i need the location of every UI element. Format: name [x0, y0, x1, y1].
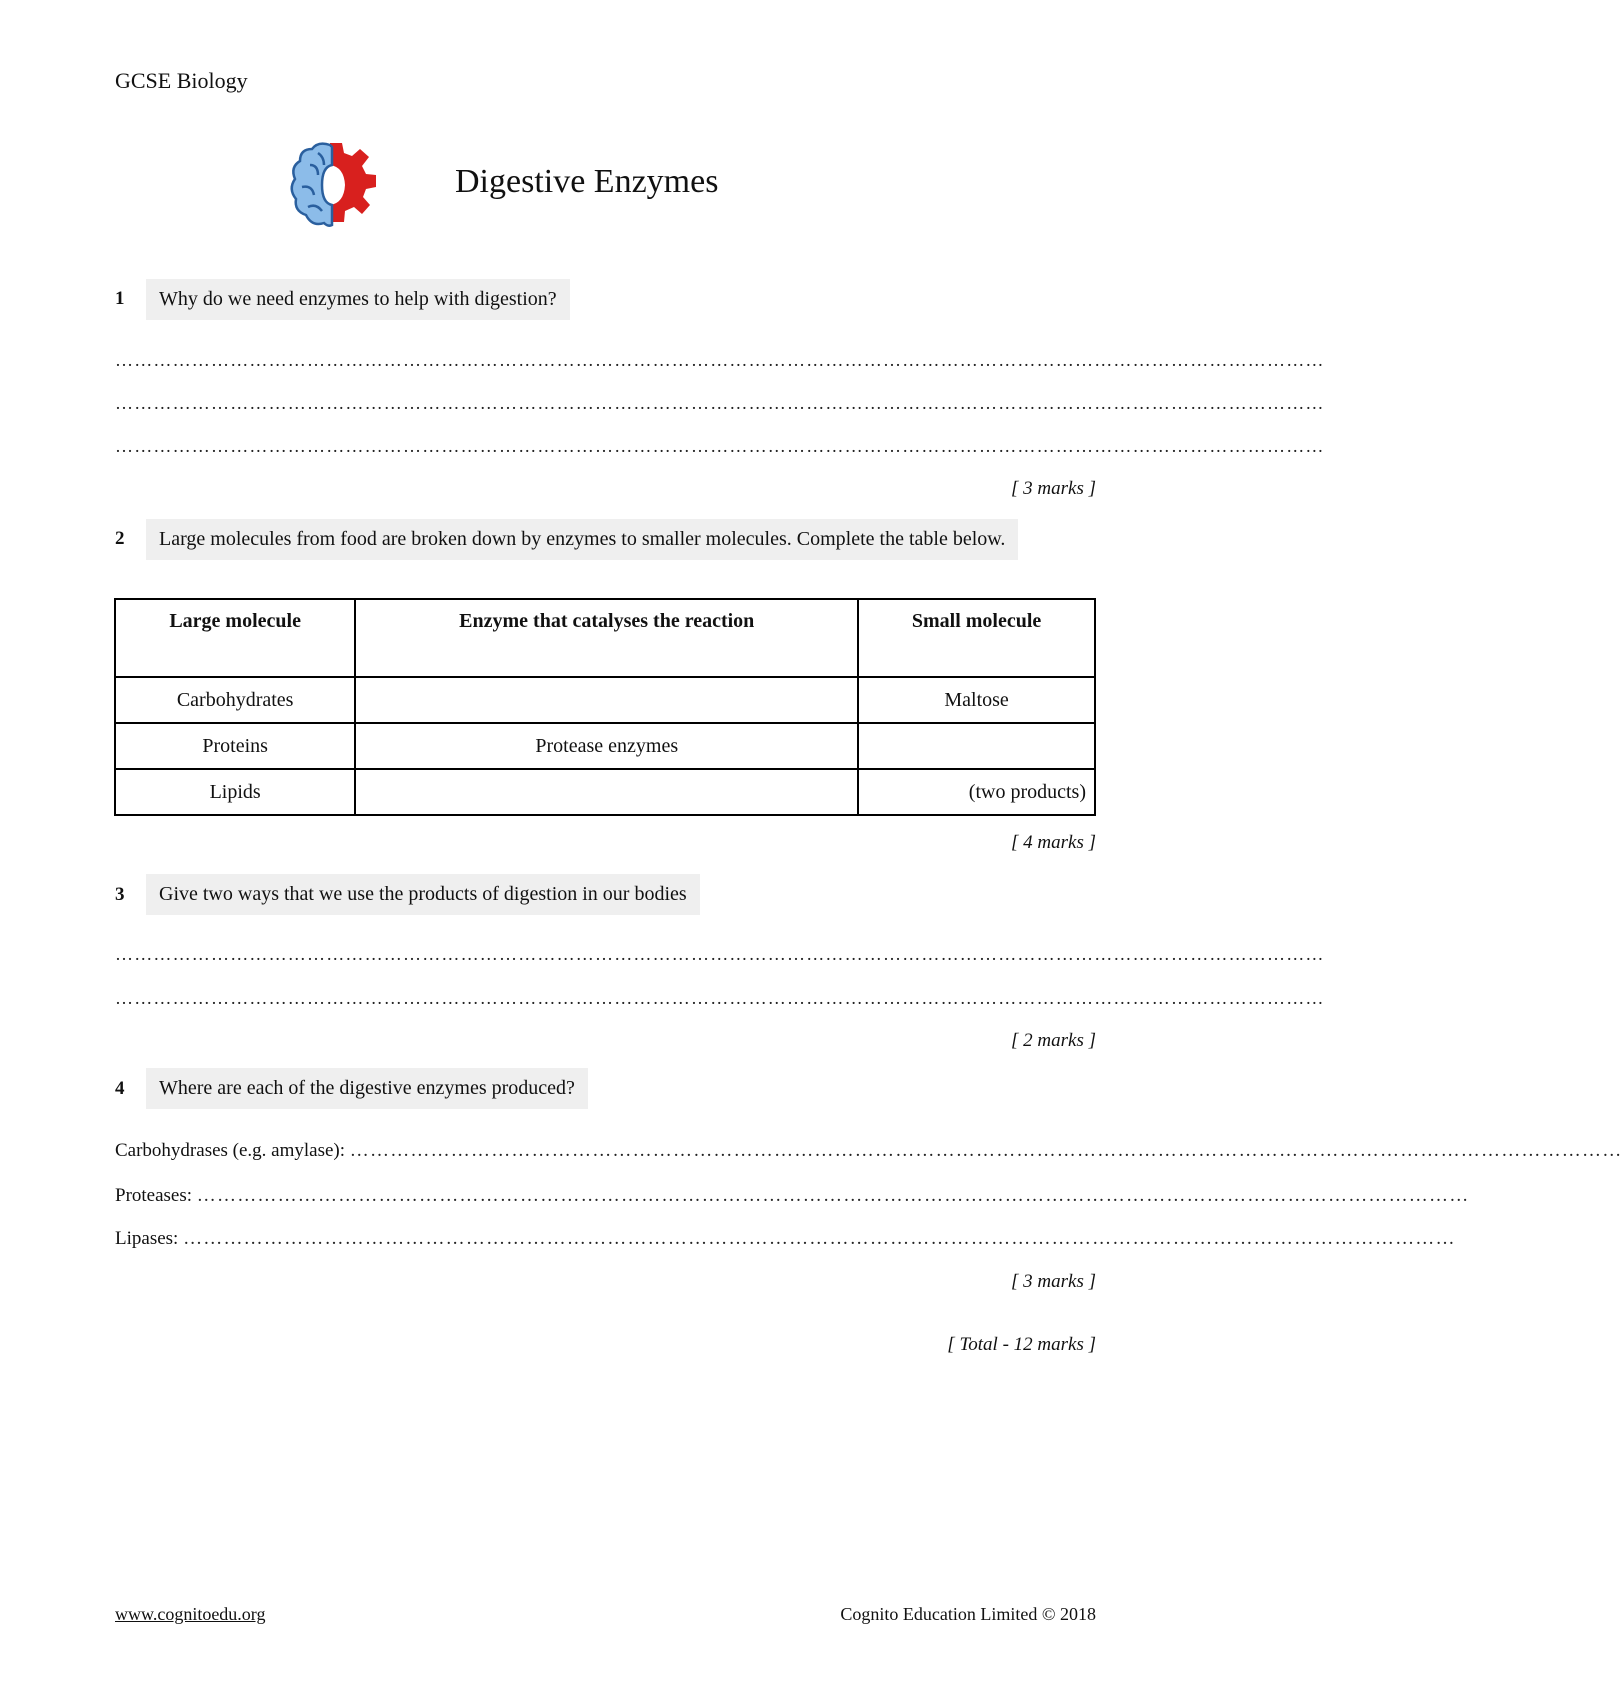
- question-2-text: Large molecules from food are broken down by enzymes to smaller molecules. Complete the table below.: [146, 519, 1018, 560]
- table-cell: Lipids: [115, 769, 355, 815]
- lipases-answer[interactable]: [115, 1228, 1456, 1250]
- table-cell-answer[interactable]: [858, 723, 1095, 769]
- answer-line[interactable]: ………………………………………………………………………………………………………………………………………………………………………: [115, 350, 1325, 370]
- table-cell: Maltose: [858, 677, 1095, 723]
- question-2-marks: [ 4 marks ]: [1011, 832, 1096, 853]
- proteases-answer[interactable]: [115, 1185, 1470, 1207]
- brain-gear-icon: [282, 135, 382, 235]
- answer-line[interactable]: ………………………………………………………………………………………………………………………………………………………………………: [183, 1228, 1456, 1249]
- lipases-label: Lipases:: [115, 1228, 179, 1249]
- table-row: [115, 723, 1095, 769]
- table-header-small-molecule: Small molecule: [858, 599, 1095, 677]
- question-1-text: Why do we need enzymes to help with digestion?: [146, 279, 570, 320]
- page-title: Digestive Enzymes: [455, 163, 719, 200]
- table-cell-answer[interactable]: [355, 769, 858, 815]
- question-4-text: Where are each of the digestive enzymes produced?: [146, 1068, 588, 1109]
- enzyme-table: [114, 598, 1096, 816]
- answer-line[interactable]: ………………………………………………………………………………………………………………………………………………………………………: [115, 988, 1325, 1008]
- answer-line[interactable]: ………………………………………………………………………………………………………………………………………………………………………: [115, 393, 1325, 413]
- answer-line[interactable]: ………………………………………………………………………………………………………………………………………………………………………: [115, 436, 1325, 456]
- table-row: [115, 677, 1095, 723]
- carbohydrases-label: Carbohydrases (e.g. amylase):: [115, 1140, 346, 1161]
- table-cell-answer[interactable]: [355, 677, 858, 723]
- proteases-label: Proteases:: [115, 1185, 193, 1206]
- table-row: [115, 769, 1095, 815]
- answer-line[interactable]: ………………………………………………………………………………………………………………………………………………………………………: [115, 944, 1325, 964]
- table-header-large-molecule: Large molecule: [115, 599, 355, 677]
- question-4-marks: [ 3 marks ]: [1011, 1271, 1096, 1292]
- table-cell: Protease enzymes: [355, 723, 858, 769]
- subject-heading: GCSE Biology: [115, 68, 248, 93]
- question-1-marks: [ 3 marks ]: [1011, 478, 1096, 499]
- table-cell: Proteins: [115, 723, 355, 769]
- table-cell-answer[interactable]: (two products): [858, 769, 1095, 815]
- answer-line[interactable]: ………………………………………………………………………………………………………………………………………………………………………: [196, 1185, 1470, 1206]
- copyright: Cognito Education Limited © 2018: [840, 1604, 1096, 1624]
- answer-line[interactable]: ………………………………………………………………………………………………………………………………………………………………………: [349, 1140, 1622, 1161]
- table-header-enzyme: Enzyme that catalyses the reaction: [355, 599, 858, 677]
- carbohydrases-answer[interactable]: [115, 1140, 1622, 1162]
- question-3-number: 3: [115, 884, 125, 905]
- total-marks: [ Total - 12 marks ]: [947, 1334, 1096, 1355]
- question-2-number: 2: [115, 528, 125, 549]
- question-3-marks: [ 2 marks ]: [1011, 1030, 1096, 1051]
- question-4-number: 4: [115, 1078, 125, 1099]
- question-1-number: 1: [115, 288, 125, 309]
- website-link[interactable]: www.cognitoedu.org: [115, 1604, 266, 1624]
- question-3-text: Give two ways that we use the products of digestion in our bodies: [146, 874, 700, 915]
- table-cell: Carbohydrates: [115, 677, 355, 723]
